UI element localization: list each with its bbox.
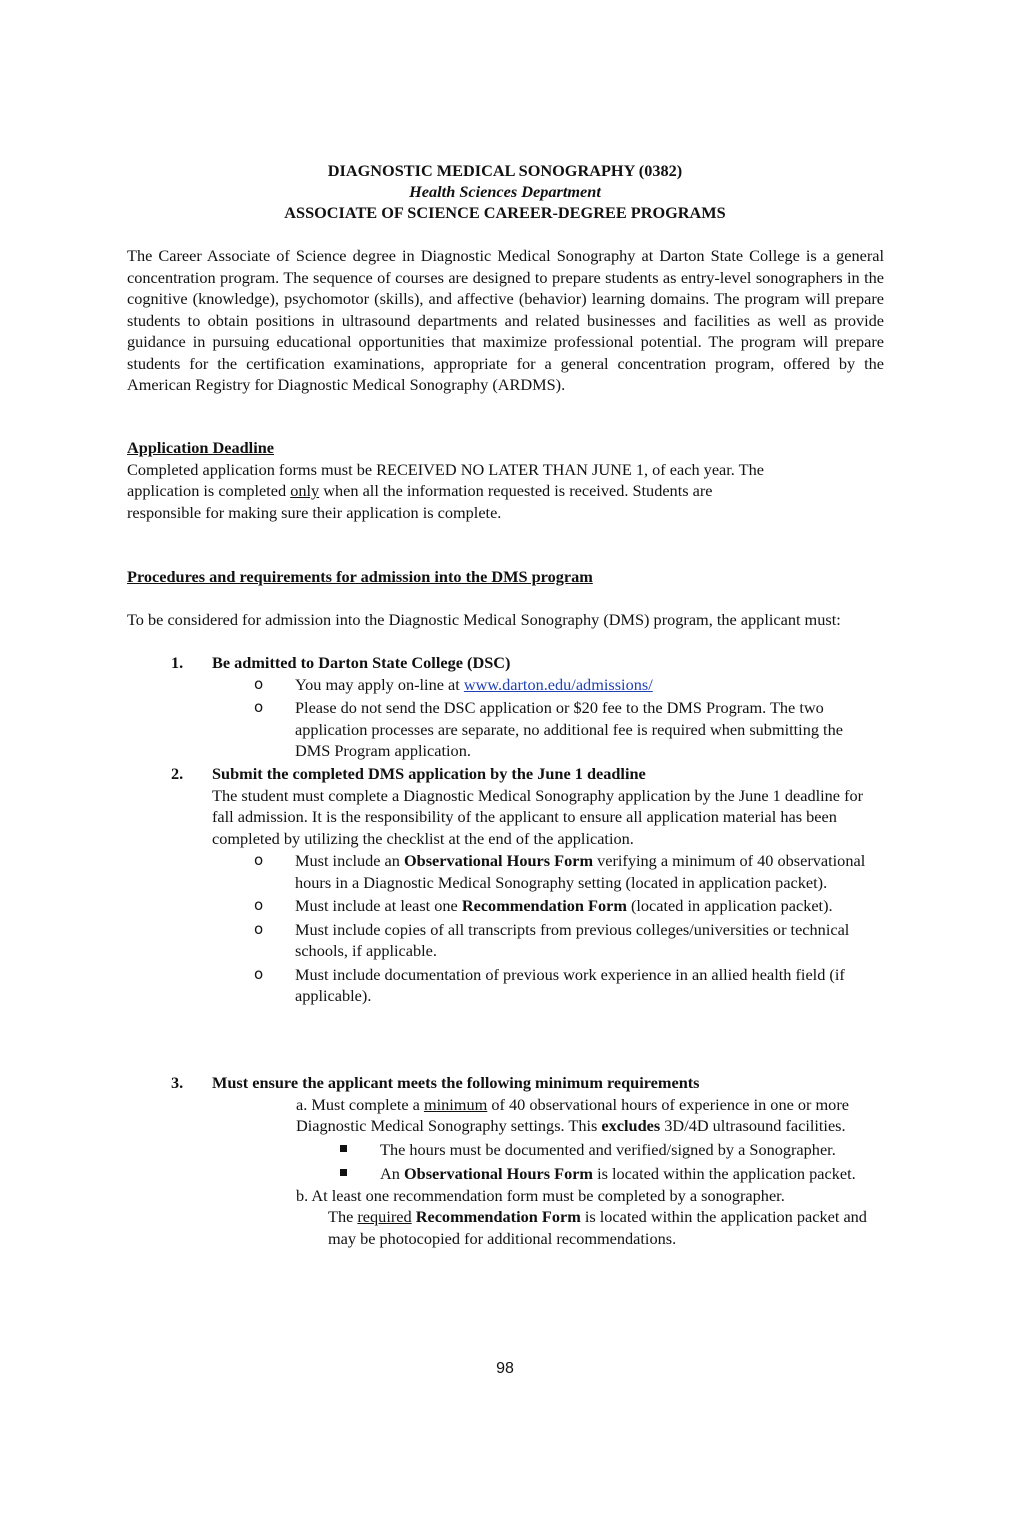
list-item <box>212 674 875 696</box>
list-item <box>296 1163 876 1185</box>
bullet-text: Must include at least one <box>295 896 462 915</box>
requirement-number: 1. <box>171 653 184 672</box>
bullet-icon: o <box>254 674 264 693</box>
bullet-text: The hours must be documented and verified/signed by a Sonographer. <box>380 1139 836 1159</box>
bullet-icon: o <box>254 919 264 938</box>
bullet-icon: o <box>254 851 264 869</box>
intro-paragraph: The Career Associate of Science degree in Diagnostic Medical Sonography at Darton State College is a general concentration program. The sequence of courses are designed to prepare students as entry-level sonographers in the cognitive (knowledge), psychomotor (skills), and affective (behavior) learning domains. The program will prepare students to obtain positions in ultrasound departments and related businesses and facilities as well as provide guidance in pursuing educational opportunities that maximize professional potential. The program will prepare students for the certification examinations, appropriate for a general concentration program, offered by the American Registry for Diagnostic Medical Sonography (ARDMS). <box>127 246 884 394</box>
bullet-text: Please do not send the DSC application or $20 fee to the DMS Program. The two application processes are separate, no additional fee is required when submitting the DMS Program application. <box>295 698 843 760</box>
deadline-text: application is completed <box>127 481 291 500</box>
deadline-line-3: responsible for making sure their application is complete. <box>127 502 502 522</box>
requirement-title: Must ensure the applicant meets the following minimum requirements <box>212 1073 700 1092</box>
procedures-heading: Procedures and requirements for admission into the DMS program <box>127 567 593 586</box>
requirement-text: a. Must complete a <box>296 1094 424 1114</box>
page-number: 98 <box>496 1360 514 1377</box>
deadline-emphasis: only <box>290 481 320 500</box>
deadline-line-2 <box>127 480 884 502</box>
list-item <box>212 895 875 917</box>
department-name: Health Sciences Department <box>409 182 601 201</box>
bullet-text: You may apply on-line at <box>295 674 464 694</box>
requirement-text: 3D/4D ultrasound facilities. <box>660 1116 846 1135</box>
requirement-emphasis: required <box>357 1207 412 1226</box>
requirement-text: The <box>328 1207 358 1226</box>
requirement-text: of 40 observational hours of experience in one or more Diagnostic Medical Sonography settings. This <box>296 1094 849 1135</box>
list-item <box>296 1139 876 1161</box>
document-header <box>0 160 1010 223</box>
deadline-line-1: Completed application forms must be RECEIVED NO LATER THAN JUNE 1, of each year. The <box>127 459 764 479</box>
requirement-b <box>296 1185 876 1250</box>
bullet-emphasis: Recommendation Form <box>461 896 627 915</box>
bullet-icon: o <box>254 698 264 716</box>
square-bullet-icon <box>340 1169 347 1176</box>
requirement-title: Be admitted to Darton State College (DSC) <box>212 653 511 672</box>
deadline-text: when all the information requested is received. Students are <box>319 481 713 500</box>
list-item <box>212 964 875 1007</box>
bullet-emphasis: Observational Hours Form <box>403 851 594 870</box>
admissions-link[interactable]: www.darton.edu/admissions/ <box>463 674 653 694</box>
requirement-body: The student must complete a Diagnostic Medical Sonography application by the June 1 deadline for fall admission. It is the responsibility of the applicant to ensure all application material has been completed by utilizing the checklist at the end of the application. <box>212 785 864 848</box>
program-title: DIAGNOSTIC MEDICAL SONOGRAPHY (0382) <box>327 161 683 180</box>
list-item <box>212 919 875 962</box>
requirement-text: b. At least one recommendation form must be completed by a sonographer. <box>296 1185 785 1205</box>
bullet-text: verifying a minimum of 40 observational hours in a Diagnostic Medical Sonography setting (located in application packet). <box>295 851 866 892</box>
requirement-emphasis: excludes <box>601 1116 661 1135</box>
bullet-text: Must include an <box>295 851 404 870</box>
requirement-title: Submit the completed DMS application by the June 1 deadline <box>212 764 646 783</box>
bullet-text: is located within the application packet. <box>593 1164 856 1183</box>
requirement-2 <box>127 763 884 1073</box>
square-bullet-icon <box>340 1145 347 1152</box>
bullet-text: Must include documentation of previous work experience in an allied health field (if applicable). <box>295 964 845 1005</box>
degree-type: ASSOCIATE OF SCIENCE CAREER-DEGREE PROGRAMS <box>284 203 726 222</box>
requirement-text <box>296 1206 876 1249</box>
requirement-emphasis: Recommendation Form <box>415 1207 581 1226</box>
list-item <box>212 697 875 762</box>
bullet-text: (located in application packet). <box>626 896 833 915</box>
requirement-3 <box>127 1072 884 1322</box>
requirement-emphasis: minimum <box>423 1094 488 1114</box>
procedures-lead: To be considered for admission into the Diagnostic Medical Sonography (DMS) program, the applicant must: <box>127 610 841 629</box>
requirement-number: 2. <box>171 764 184 783</box>
requirement-1 <box>127 652 884 762</box>
deadline-heading: Application Deadline <box>127 438 275 457</box>
bullet-icon: o <box>254 896 264 914</box>
bullet-text: Must include copies of all transcripts from previous colleges/universities or technical schools, if applicable. <box>295 919 850 960</box>
requirement-a <box>296 1094 876 1137</box>
list-item <box>212 850 875 893</box>
bullet-icon: o <box>254 964 264 983</box>
deadline-section <box>127 437 884 523</box>
requirement-text: is located within the application packet and may be photocopied for additional recommendations. <box>328 1207 867 1248</box>
bullet-emphasis: Observational Hours Form <box>403 1164 593 1183</box>
bullet-text: An <box>380 1164 404 1183</box>
requirement-number: 3. <box>171 1073 184 1092</box>
